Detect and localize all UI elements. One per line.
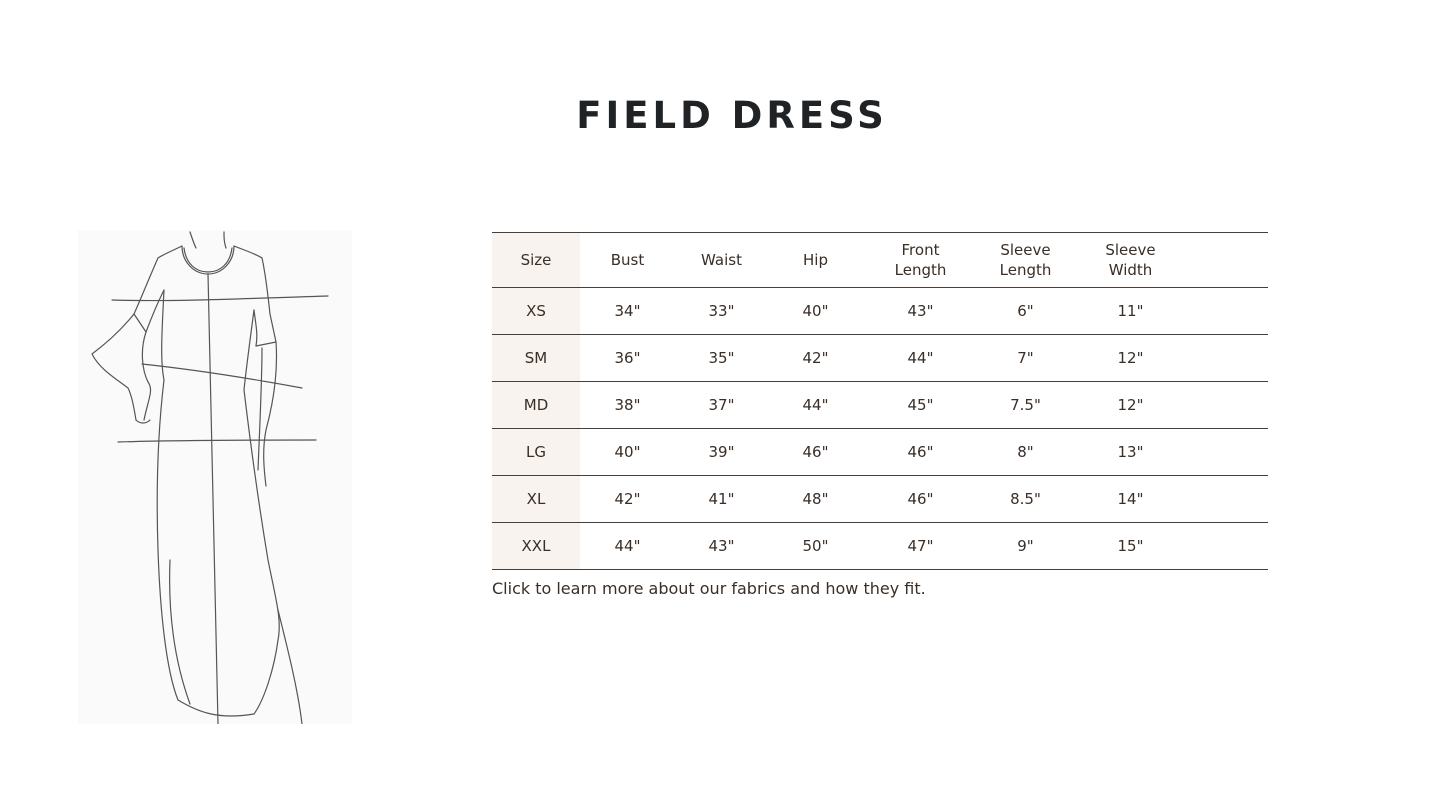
cell-bust: 42" [580, 476, 675, 523]
cell-hip: 48" [768, 476, 863, 523]
page-title: FIELD DRESS [576, 94, 888, 137]
fabric-info-link[interactable]: Click to learn more about our fabrics and how they fit. [492, 579, 926, 598]
cell-front-length: 47" [863, 523, 978, 570]
table-row [492, 288, 1268, 335]
cell-waist: 41" [675, 476, 768, 523]
cell-sleeve-width: 12" [1073, 382, 1188, 429]
cell-sleeve-length: 7" [978, 335, 1073, 382]
cell-front-length: 43" [863, 288, 978, 335]
cell-bust: 36" [580, 335, 675, 382]
cell-front-length: 46" [863, 429, 978, 476]
cell-waist: 37" [675, 382, 768, 429]
cell-bust: 40" [580, 429, 675, 476]
cell-sleeve-width: 15" [1073, 523, 1188, 570]
table-row [492, 523, 1268, 570]
header-waist: Waist [675, 233, 768, 288]
cell-hip: 46" [768, 429, 863, 476]
cell-spacer [1188, 382, 1268, 429]
table-row [492, 476, 1268, 523]
cell-size: LG [492, 429, 580, 476]
cell-sleeve-width: 12" [1073, 335, 1188, 382]
cell-sleeve-length: 8" [978, 429, 1073, 476]
cell-hip: 42" [768, 335, 863, 382]
cell-waist: 39" [675, 429, 768, 476]
table-row [492, 335, 1268, 382]
cell-spacer [1188, 476, 1268, 523]
cell-hip: 40" [768, 288, 863, 335]
table-row [492, 429, 1268, 476]
cell-front-length: 45" [863, 382, 978, 429]
cell-bust: 44" [580, 523, 675, 570]
header-hip: Hip [768, 233, 863, 288]
cell-hip: 50" [768, 523, 863, 570]
cell-spacer [1188, 429, 1268, 476]
cell-front-length: 44" [863, 335, 978, 382]
size-chart-table [492, 232, 1268, 570]
cell-size: XL [492, 476, 580, 523]
header-sleeve-length: Sleeve Length [978, 233, 1073, 288]
cell-size: XS [492, 288, 580, 335]
cell-sleeve-width: 13" [1073, 429, 1188, 476]
cell-waist: 35" [675, 335, 768, 382]
cell-sleeve-length: 6" [978, 288, 1073, 335]
cell-hip: 44" [768, 382, 863, 429]
cell-front-length: 46" [863, 476, 978, 523]
header-spacer [1188, 233, 1268, 288]
cell-size: SM [492, 335, 580, 382]
cell-sleeve-length: 7.5" [978, 382, 1073, 429]
cell-sleeve-width: 11" [1073, 288, 1188, 335]
header-sleeve-width: Sleeve Width [1073, 233, 1188, 288]
cell-sleeve-length: 8.5" [978, 476, 1073, 523]
cell-spacer [1188, 288, 1268, 335]
cell-waist: 33" [675, 288, 768, 335]
cell-size: MD [492, 382, 580, 429]
table-header-row [492, 233, 1268, 288]
header-bust: Bust [580, 233, 675, 288]
dress-measurement-sketch [78, 230, 352, 724]
header-size: Size [492, 233, 580, 288]
cell-sleeve-width: 14" [1073, 476, 1188, 523]
cell-waist: 43" [675, 523, 768, 570]
header-front-length: Front Length [863, 233, 978, 288]
cell-spacer [1188, 523, 1268, 570]
cell-bust: 38" [580, 382, 675, 429]
cell-size: XXL [492, 523, 580, 570]
cell-bust: 34" [580, 288, 675, 335]
table-row [492, 382, 1268, 429]
cell-spacer [1188, 335, 1268, 382]
cell-sleeve-length: 9" [978, 523, 1073, 570]
